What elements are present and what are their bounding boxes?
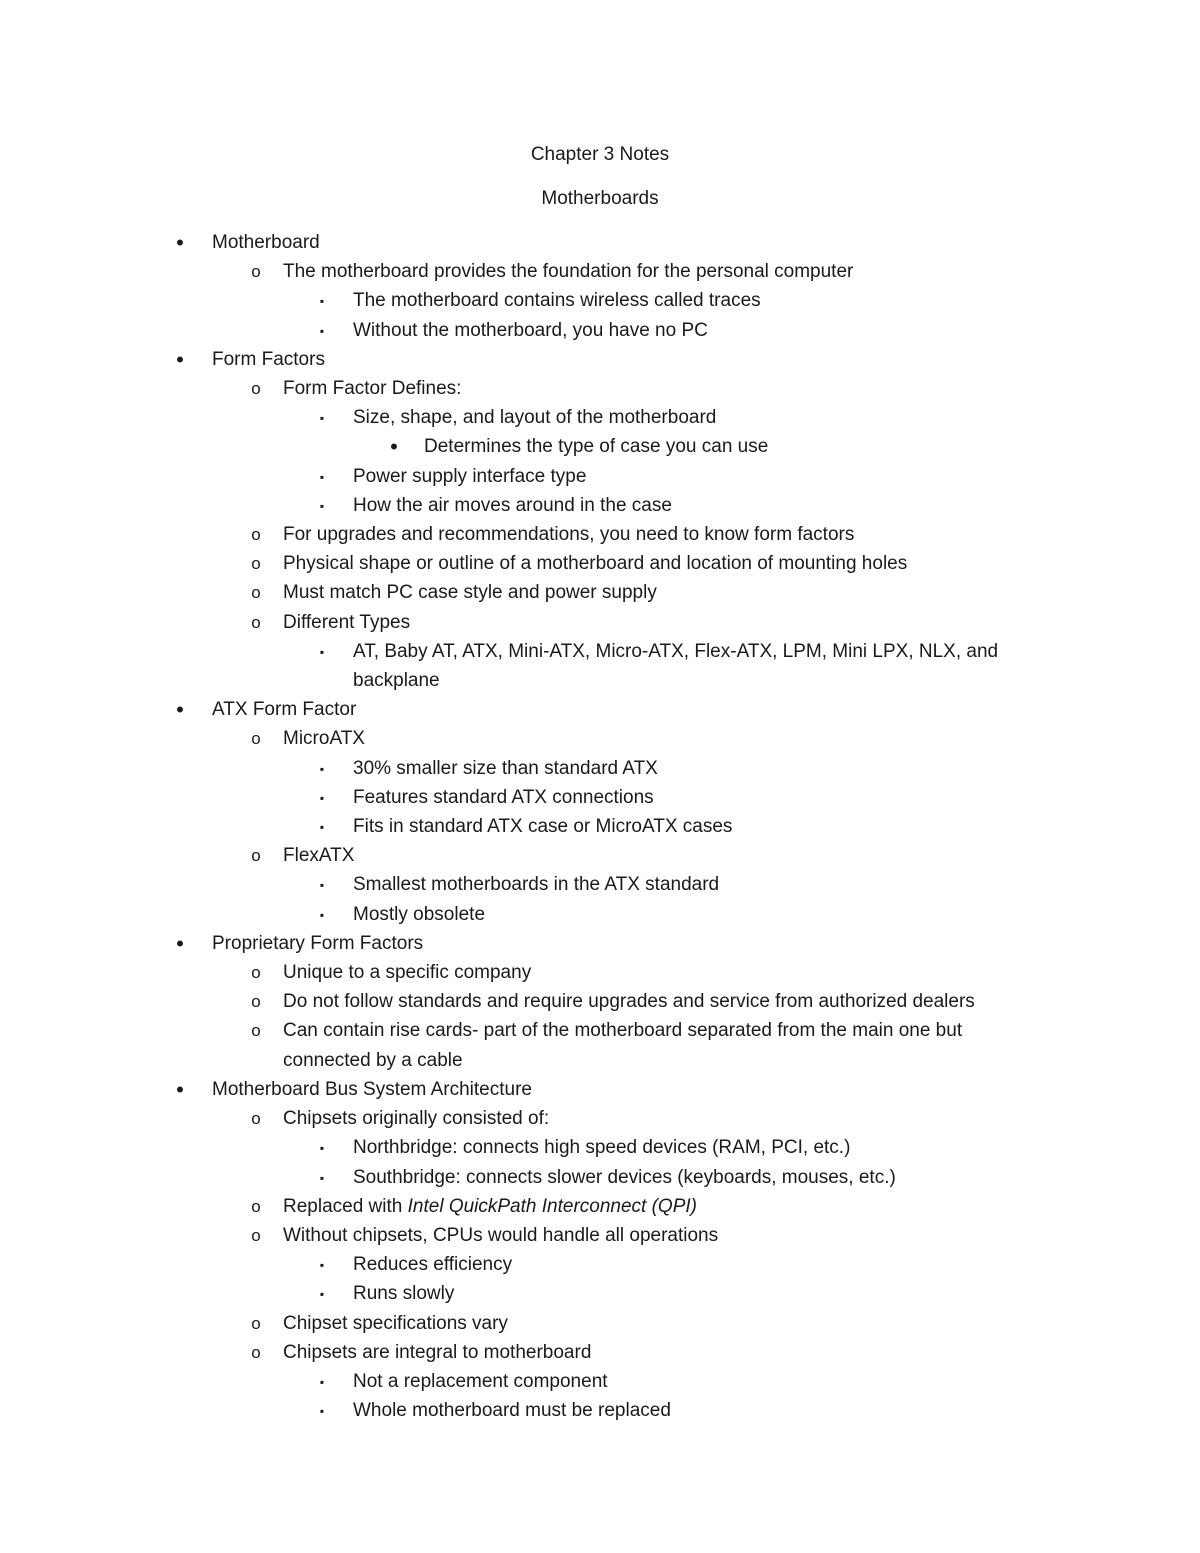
hollow-circle-bullet-icon: o — [251, 1313, 261, 1333]
list-item-text: 30% smaller size than standard ATX — [353, 757, 658, 779]
list-item-text: Northbridge: connects high speed devices (RAM, PCI, etc.) — [353, 1137, 851, 1159]
list-item-text: Mostly obsolete — [353, 903, 486, 925]
list-item-text: Do not follow standards and require upgrades and service from authorized dealers — [283, 991, 975, 1013]
list-item-text: Without the motherboard, you have no PC — [353, 319, 708, 341]
list-item-text: Southbridge: connects slower devices (keyboards, mouses, etc.) — [353, 1166, 896, 1188]
list-item — [0, 637, 1200, 695]
list-item-text: Runs slowly — [353, 1283, 455, 1305]
hollow-circle-bullet-icon: o — [251, 525, 261, 545]
list-item — [0, 870, 1200, 899]
list-item — [0, 462, 1200, 491]
list-item-text: Must match PC case style and power supply — [283, 582, 657, 604]
hollow-circle-bullet-icon: o — [251, 992, 261, 1012]
list-item — [0, 1279, 1200, 1308]
list-item — [0, 257, 1200, 286]
list-item — [0, 929, 1200, 958]
hollow-circle-bullet-icon: o — [251, 262, 261, 282]
list-item-text: Size, shape, and layout of the motherboard — [353, 407, 717, 429]
square-bullet-icon: ▪ — [319, 411, 325, 426]
list-item-text: ATX Form Factor — [212, 699, 357, 721]
list-item-text: Can contain rise cards- part of the motherboard separated from the main one but connected by a cable — [283, 1020, 963, 1071]
hollow-circle-bullet-icon: o — [251, 963, 261, 983]
list-item — [0, 286, 1200, 315]
hollow-circle-bullet-icon: o — [251, 1342, 261, 1362]
list-item-text: MicroATX — [283, 728, 365, 750]
list-item — [0, 724, 1200, 753]
list-item — [0, 783, 1200, 812]
list-item-text: Physical shape or outline of a motherboard and location of mounting holes — [283, 553, 908, 575]
list-item — [0, 1104, 1200, 1133]
list-item — [0, 549, 1200, 578]
list-item — [0, 1163, 1200, 1192]
square-bullet-icon: ▪ — [319, 907, 325, 922]
list-item — [0, 403, 1200, 432]
notes-outline — [0, 228, 1200, 1425]
square-bullet-icon: ▪ — [319, 790, 325, 805]
list-item-text: The motherboard provides the foundation for the personal computer — [283, 261, 854, 283]
list-item — [0, 1367, 1200, 1396]
list-item-text: For upgrades and recommendations, you need to know form factors — [283, 524, 855, 546]
list-item — [0, 1133, 1200, 1162]
list-item-text: AT, Baby AT, ATX, Mini-ATX, Micro-ATX, Flex-ATX, LPM, Mini LPX, NLX, and backplane — [353, 640, 999, 692]
list-item — [0, 432, 1200, 461]
list-item-text: Without chipsets, CPUs would handle all operations — [283, 1224, 719, 1246]
hollow-circle-bullet-icon: o — [251, 379, 261, 399]
list-item-text: Motherboard — [212, 232, 320, 253]
square-bullet-icon: ▪ — [319, 498, 325, 513]
square-bullet-icon: ▪ — [319, 1141, 325, 1156]
list-item — [0, 316, 1200, 345]
square-bullet-icon: ▪ — [319, 1404, 325, 1419]
list-item-text: How the air moves around in the case — [353, 494, 672, 516]
list-item-text: Power supply interface type — [353, 465, 587, 487]
list-item — [0, 812, 1200, 841]
square-bullet-icon: ▪ — [319, 469, 325, 484]
list-item-text: Whole motherboard must be replaced — [353, 1400, 671, 1422]
list-item-text: Proprietary Form Factors — [212, 932, 424, 954]
list-item-text: Features standard ATX connections — [353, 786, 654, 808]
square-bullet-icon: ▪ — [319, 820, 325, 835]
square-bullet-icon: ▪ — [319, 1258, 325, 1273]
list-item — [0, 841, 1200, 870]
list-item — [0, 1396, 1200, 1425]
filled-bullet-icon: • — [390, 434, 398, 460]
hollow-circle-bullet-icon: o — [251, 1021, 261, 1041]
list-item — [0, 608, 1200, 637]
list-item-text: Determines the type of case you can use — [424, 436, 769, 458]
list-item-text: Chipset specifications vary — [283, 1312, 508, 1334]
list-item — [0, 695, 1200, 724]
square-bullet-icon: ▪ — [319, 1287, 325, 1302]
filled-bullet-icon: • — [176, 697, 184, 723]
list-item — [0, 1192, 1200, 1221]
list-item — [0, 958, 1200, 987]
italic-term: Intel QuickPath Interconnect (QPI) — [407, 1195, 697, 1217]
list-item-text: Replaced with Intel QuickPath Interconnect (QPI) — [283, 1195, 697, 1217]
list-item-text: Reduces efficiency — [353, 1254, 513, 1276]
list-item — [0, 1016, 1200, 1074]
list-item-text: Motherboard Bus System Architecture — [212, 1078, 532, 1100]
square-bullet-icon: ▪ — [319, 1374, 325, 1389]
hollow-circle-bullet-icon: o — [251, 729, 261, 749]
list-item-text: Unique to a specific company — [283, 962, 532, 984]
hollow-circle-bullet-icon: o — [251, 583, 261, 603]
hollow-circle-bullet-icon: o — [251, 846, 261, 866]
list-item-text: Different Types — [283, 611, 411, 633]
list-item — [0, 578, 1200, 607]
list-item — [0, 520, 1200, 549]
list-item-text: Form Factors — [212, 348, 325, 370]
square-bullet-icon: ▪ — [319, 294, 325, 309]
list-item — [0, 1221, 1200, 1250]
square-bullet-icon: ▪ — [319, 761, 325, 776]
list-item-text: Form Factor Defines: — [283, 378, 462, 400]
list-item — [0, 491, 1200, 520]
square-bullet-icon: ▪ — [319, 1170, 325, 1185]
list-item — [0, 987, 1200, 1016]
list-item-text: Chipsets are integral to motherboard — [283, 1341, 592, 1363]
list-item — [0, 1338, 1200, 1367]
hollow-circle-bullet-icon: o — [251, 1225, 261, 1245]
document-subtitle: Motherboards — [541, 188, 659, 209]
list-item — [0, 754, 1200, 783]
filled-bullet-icon: • — [176, 346, 184, 372]
square-bullet-icon: ▪ — [319, 644, 325, 659]
list-item-text: Smallest motherboards in the ATX standard — [353, 874, 720, 896]
list-item — [0, 228, 1200, 257]
list-item — [0, 1250, 1200, 1279]
square-bullet-icon: ▪ — [319, 878, 325, 893]
filled-bullet-icon: • — [176, 930, 184, 956]
list-item-text: Not a replacement component — [353, 1370, 608, 1392]
list-item — [0, 1075, 1200, 1104]
filled-bullet-icon: • — [176, 230, 184, 255]
list-item — [0, 345, 1200, 374]
list-item-text: The motherboard contains wireless called traces — [353, 290, 761, 312]
list-item — [0, 900, 1200, 929]
list-item-text: FlexATX — [283, 845, 355, 867]
list-item-text: Chipsets originally consisted of: — [283, 1108, 550, 1130]
list-item — [0, 374, 1200, 403]
square-bullet-icon: ▪ — [319, 323, 325, 338]
hollow-circle-bullet-icon: o — [251, 1196, 261, 1216]
document-title: Chapter 3 Notes — [530, 144, 670, 165]
filled-bullet-icon: • — [176, 1076, 184, 1102]
list-item-text: Fits in standard ATX case or MicroATX cases — [353, 816, 733, 838]
hollow-circle-bullet-icon: o — [251, 1109, 261, 1129]
list-item — [0, 1309, 1200, 1338]
hollow-circle-bullet-icon: o — [251, 612, 261, 632]
hollow-circle-bullet-icon: o — [251, 554, 261, 574]
